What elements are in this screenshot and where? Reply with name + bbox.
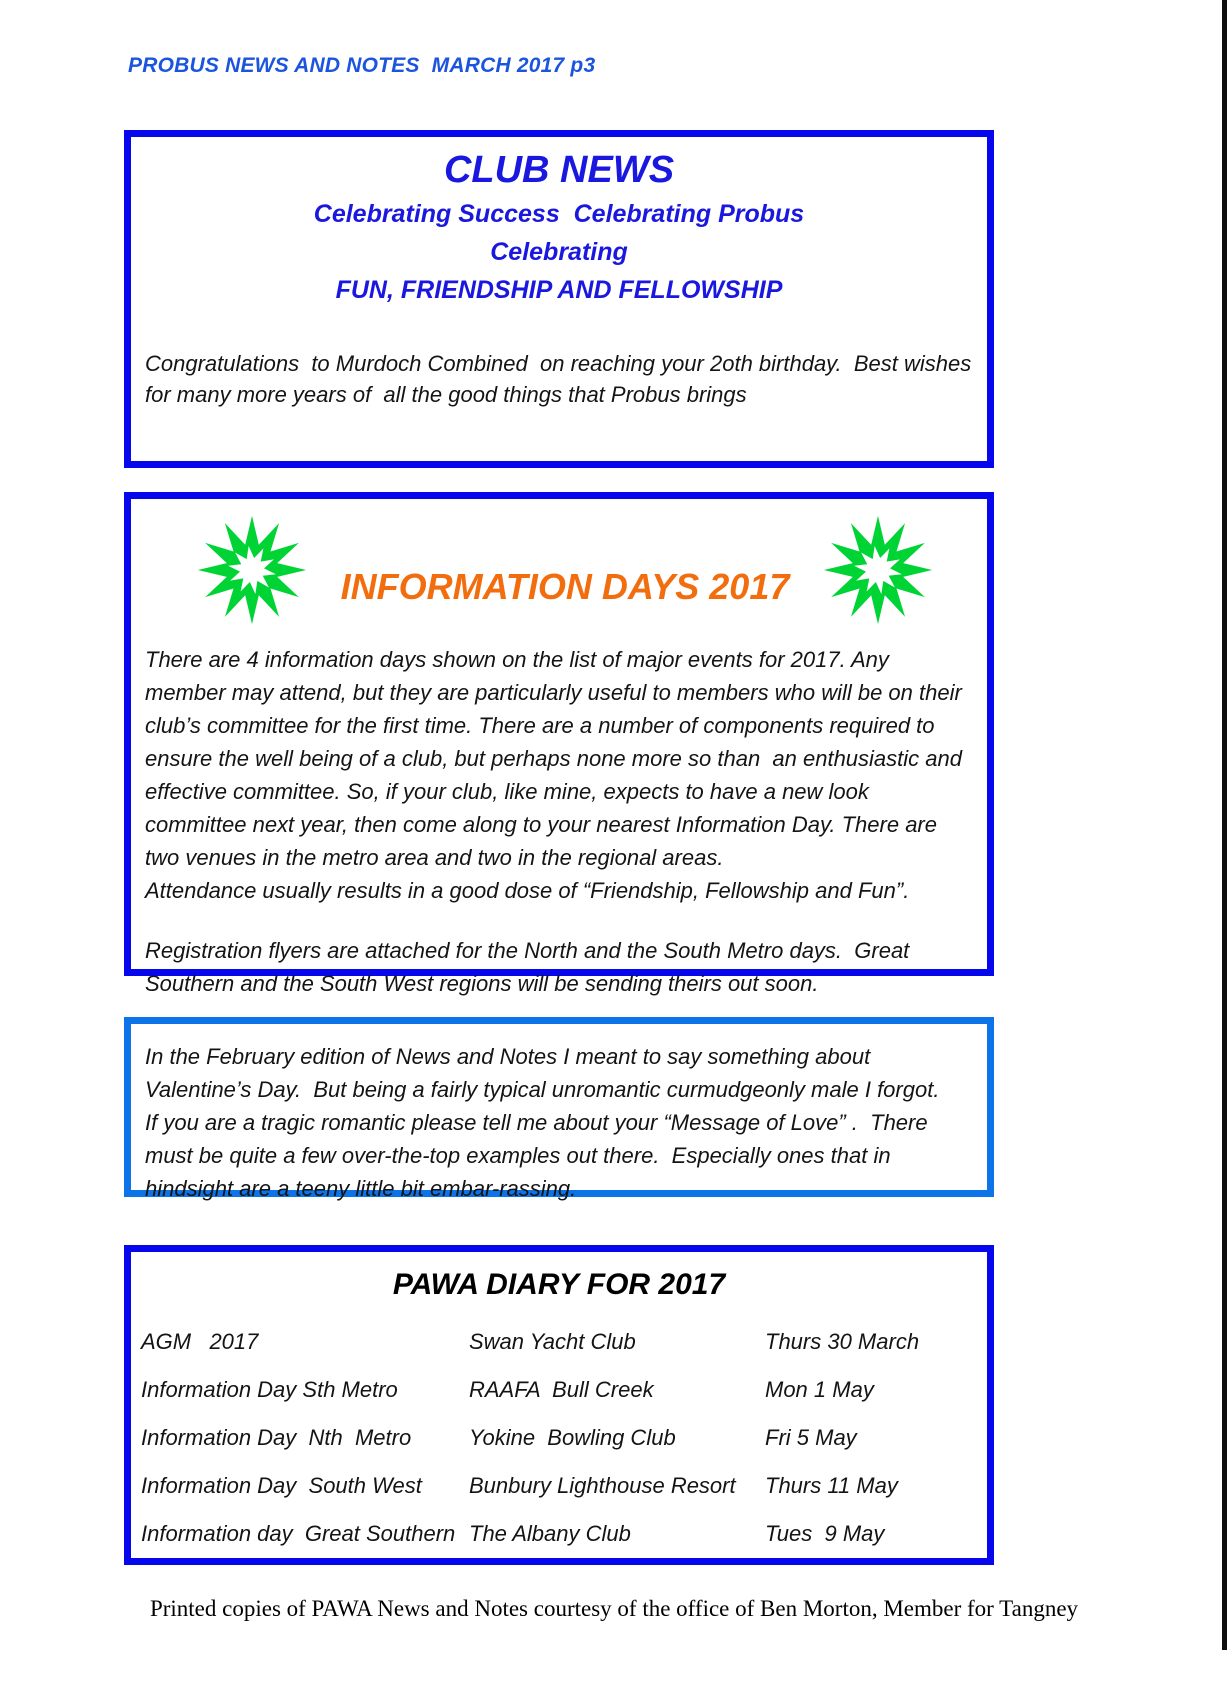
information-days-box — [124, 492, 994, 996]
diary-event: Information Day Nth Metro — [141, 1425, 412, 1450]
club-news-title: CLUB NEWS — [443, 149, 675, 191]
diary-row — [141, 1462, 977, 1510]
diary-event: AGM 2017 — [141, 1329, 259, 1354]
information-days-paragraph-2: Attendance usually results in a good dose of “Friendship, Fellowship and Fun”. — [145, 878, 910, 903]
pawa-diary-title: PAWA DIARY FOR 2017 — [392, 1268, 726, 1301]
diary-row — [141, 1414, 977, 1462]
diary-date: Thurs 11 May — [765, 1473, 898, 1498]
starburst-icon — [189, 514, 315, 626]
information-days-header — [189, 511, 941, 629]
diary-date: Mon 1 May — [765, 1377, 874, 1402]
diary-date: Thurs 30 March — [765, 1329, 920, 1354]
diary-table — [131, 1318, 987, 1558]
diary-venue: Yokine Bowling Club — [469, 1425, 676, 1450]
information-days-paragraph-3: Registration flyers are attached for the North and the South Metro days. Great Southern and the South West regions will be sending theirs out soon. — [145, 938, 916, 996]
diary-venue: Swan Yacht Club — [469, 1329, 636, 1354]
club-news-body: Congratulations to Murdoch Combined on reaching your 2oth birthday. Best wishes for many more years of all the good things that Probus brings — [145, 351, 978, 407]
diary-venue: The Albany Club — [469, 1521, 631, 1546]
information-days-title: INFORMATION DAYS 2017 — [340, 566, 790, 607]
diary-event: Information day Great Southern — [141, 1521, 456, 1546]
footer-credit: Printed copies of PAWA News and Notes courtesy of the office of Ben Morton, Member for Tangney — [149, 1596, 1079, 1621]
valentine-paragraph-2: If you are a tragic romantic please tell me about your “Message of Love” . There must be quite a few over-the-top examples out there. Especially ones that in hindsight are a teeny little bit embar-rassing. — [145, 1110, 934, 1201]
scan-edge-right — [1222, 0, 1227, 1650]
club-news-subtitle-1: Celebrating Success Celebrating Probus — [313, 200, 805, 228]
pawa-diary-box — [124, 1245, 994, 1565]
diary-date: Tues 9 May — [765, 1521, 885, 1546]
diary-event: Information Day Sth Metro — [141, 1377, 398, 1402]
club-news-box — [124, 130, 994, 468]
information-days-paragraph-1: There are 4 information days shown on the list of major events for 2017. Any member may attend, but they are particularly useful to members who will be on their club’s committee for the first time. There are a number of components required to ensure the well being of a club, but perhaps none more so than an enthusiastic and effective committee. So, if your club, like mine, expects to have a new look committee next year, then come along to your nearest Information Day. There are two venues in the metro area and two in the regional areas. — [145, 647, 969, 870]
club-news-subtitle-3: FUN, FRIENDSHIP AND FELLOWSHIP — [335, 276, 783, 304]
valentine-note-box — [124, 1017, 994, 1201]
diary-row — [141, 1366, 977, 1414]
diary-row — [141, 1510, 977, 1558]
diary-event: Information Day South West — [141, 1473, 422, 1498]
diary-venue: Bunbury Lighthouse Resort — [469, 1473, 736, 1498]
diary-date: Fri 5 May — [765, 1425, 857, 1450]
valentine-paragraph-1: In the February edition of News and Notes I meant to say something about Valentine’s Day. But being a fairly typical unromantic curmudgeonly male I forgot. — [145, 1044, 940, 1102]
diary-row — [141, 1318, 977, 1366]
club-news-subtitle-2: Celebrating — [490, 238, 628, 266]
starburst-icon — [815, 514, 941, 626]
diary-venue: RAAFA Bull Creek — [469, 1377, 654, 1402]
page-title: PROBUS NEWS AND NOTES MARCH 2017 p3 — [128, 54, 596, 77]
